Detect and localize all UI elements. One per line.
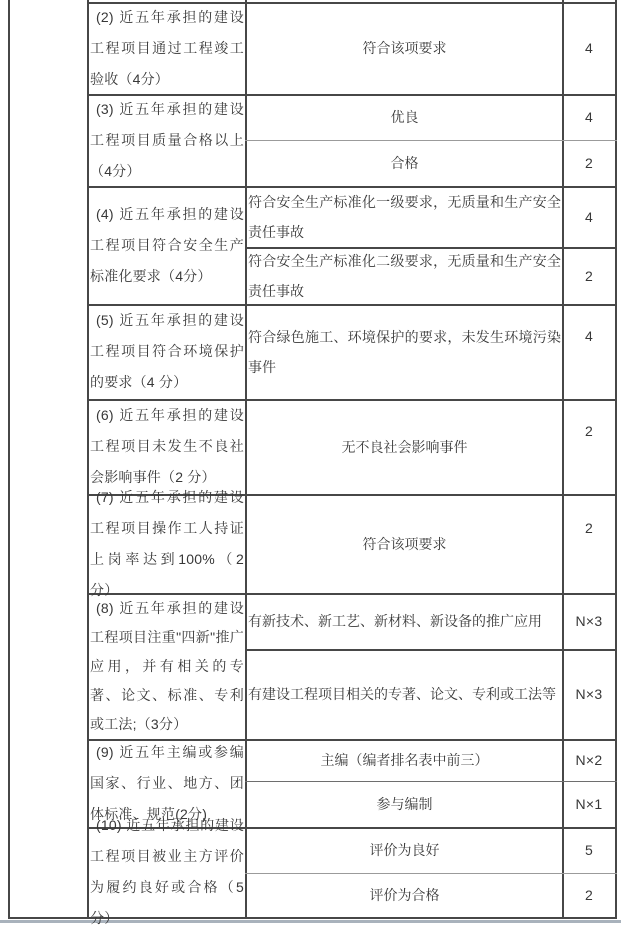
score-cell: 4 xyxy=(584,208,594,225)
score-cell: N×3 xyxy=(575,686,603,702)
score-cell: 2 xyxy=(584,155,594,171)
criteria-cell: (2) 近五年承担的建设工程项目通过工程竣工验收（4分） xyxy=(90,8,244,87)
requirement-cell: 有新技术、新工艺、新材料、新设备的推广应用 xyxy=(248,613,542,629)
requirement-cell: 符合该项要求 xyxy=(362,535,447,552)
score-cell: N×1 xyxy=(575,796,603,812)
requirement-cell: 参与编制 xyxy=(376,796,433,812)
requirement-cell: 符合该项要求 xyxy=(362,40,447,56)
score-cell: N×2 xyxy=(575,752,603,768)
score-cell: 4 xyxy=(584,327,594,344)
criteria-cell: (4) 近五年承担的建设工程项目符合安全生产标准化要求（4分） xyxy=(90,205,244,284)
requirement-cell: 无不良社会影响事件 xyxy=(341,438,468,455)
requirement-cell: 评价为合格 xyxy=(369,887,440,903)
requirement-cell: 有建设工程项目相关的专著、论文、专利或工法等 xyxy=(248,686,556,702)
criteria-cell: (7) 近五年承担的建设工程项目操作工人持证上岗率达到100%（2 分） xyxy=(90,488,244,598)
grid-line-vertical xyxy=(87,0,89,918)
score-cell: 4 xyxy=(584,109,594,125)
score-cell: 2 xyxy=(584,519,594,536)
criteria-cell: (9) 近五年主编或参编国家、行业、地方、团体标准、规范(2分) xyxy=(90,743,244,822)
score-cell: 2 xyxy=(584,887,594,903)
score-cell: 2 xyxy=(584,422,594,439)
requirement-cell: 评价为良好 xyxy=(369,842,440,858)
requirement-cell: 符合安全生产标准化一级要求，无质量和生产安全责任事故 xyxy=(248,193,561,240)
criteria-cell: (6) 近五年承担的建设工程项目未发生不良社会影响事件（2 分） xyxy=(90,407,244,485)
criteria-cell: (5) 近五年承担的建设工程项目符合环境保护的要求（4 分） xyxy=(90,312,244,390)
criteria-cell: (8) 近五年承担的建设工程项目注重"四新"推广应用，并有相关的专著、论文、标准、专利或工法;（3分） xyxy=(90,599,244,732)
criteria-cell: (10) 近五年承担的建设工程项目被业主方评价为履约良好或合格（5分） xyxy=(90,817,244,926)
category-cell xyxy=(10,0,86,917)
criteria-cell: (3) 近五年承担的建设工程项目质量合格以上（4分） xyxy=(90,100,244,179)
requirement-cell: 合格 xyxy=(390,155,419,171)
requirement-cell: 优良 xyxy=(390,109,419,125)
score-cell: N×3 xyxy=(575,613,603,629)
requirement-cell: 符合安全生产标准化二级要求，无质量和生产安全责任事故 xyxy=(248,252,561,299)
score-cell: 2 xyxy=(584,267,594,284)
requirement-cell: 主编（编者排名表中前三） xyxy=(320,752,489,768)
score-cell: 5 xyxy=(584,842,594,858)
score-cell: 4 xyxy=(584,40,594,56)
requirement-cell: 符合绿色施工、环境保护的要求，未发生环境污染事件 xyxy=(248,328,561,375)
